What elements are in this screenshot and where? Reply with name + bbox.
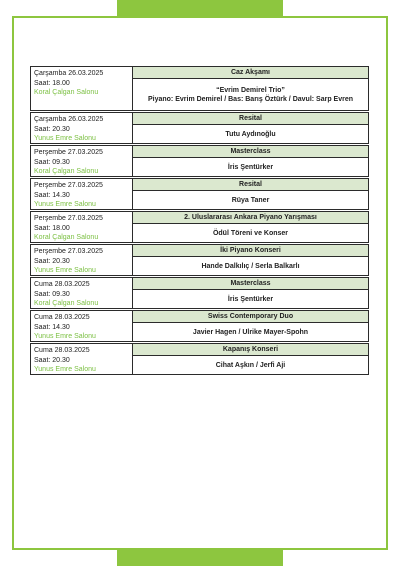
event-title: 2. Uluslararası Ankara Piyano Yarışması bbox=[133, 212, 368, 224]
event-time: Saat: 18.00 bbox=[34, 224, 70, 232]
event-date: Perşembe 27.03.2025 bbox=[34, 182, 103, 189]
event-time: Saat: 09.30 bbox=[34, 290, 70, 298]
event-venue: Yunus Emre Salonu bbox=[34, 201, 96, 208]
event-meta bbox=[31, 67, 133, 110]
event-time: Saat: 20.30 bbox=[34, 356, 70, 364]
event-body bbox=[133, 191, 368, 209]
event-title: Kapanış Konseri bbox=[133, 344, 368, 356]
event-line1: İris Şentürker bbox=[227, 295, 274, 303]
schedule-table bbox=[30, 66, 369, 376]
event-line1: Cihat Aşkın / Jerfi Aji bbox=[215, 361, 286, 369]
event-line1: Tutu Aydınoğlu bbox=[225, 130, 276, 138]
event-meta bbox=[31, 344, 133, 374]
event-meta bbox=[31, 278, 133, 308]
event-venue: Koral Çalgan Salonu bbox=[34, 234, 99, 241]
event-body bbox=[133, 257, 368, 275]
event-venue: Yunus Emre Salonu bbox=[34, 267, 96, 274]
event-meta bbox=[31, 311, 133, 341]
event-date: Çarşamba 26.03.2025 bbox=[34, 116, 104, 123]
event-body bbox=[133, 158, 368, 176]
event-line1: Javier Hagen / Ulrike Mayer-Spohn bbox=[192, 328, 309, 336]
schedule-row bbox=[30, 211, 369, 243]
schedule-row bbox=[30, 112, 369, 144]
schedule-row bbox=[30, 178, 369, 210]
event-date: Cuma 28.03.2025 bbox=[34, 347, 90, 354]
event-meta bbox=[31, 245, 133, 275]
event-venue: Yunus Emre Salonu bbox=[34, 135, 96, 142]
event-date: Çarşamba 26.03.2025 bbox=[34, 70, 104, 77]
event-date: Cuma 28.03.2025 bbox=[34, 281, 90, 288]
event-body bbox=[133, 224, 368, 242]
event-body bbox=[133, 79, 368, 110]
event-line1: Ödül Töreni ve Konser bbox=[212, 229, 289, 237]
event-line1: Hande Dalkılıç / Serla Balkarlı bbox=[201, 262, 300, 270]
schedule-row bbox=[30, 244, 369, 276]
schedule-row bbox=[30, 310, 369, 342]
event-body bbox=[133, 290, 368, 308]
event-title: İki Piyano Konseri bbox=[133, 245, 368, 257]
event-title: Caz Akşamı bbox=[133, 67, 368, 79]
event-venue: Yunus Emre Salonu bbox=[34, 366, 96, 373]
event-title: Swiss Contemporary Duo bbox=[133, 311, 368, 323]
event-date: Perşembe 27.03.2025 bbox=[34, 248, 103, 255]
event-venue: Koral Çalgan Salonu bbox=[34, 300, 99, 307]
event-body bbox=[133, 125, 368, 143]
event-body bbox=[133, 356, 368, 374]
event-time: Saat: 14.30 bbox=[34, 323, 70, 331]
event-time: Saat: 20.30 bbox=[34, 125, 70, 133]
event-time: Saat: 20.30 bbox=[34, 257, 70, 265]
event-meta bbox=[31, 179, 133, 209]
event-venue: Koral Çalgan Salonu bbox=[34, 168, 99, 175]
event-line1: Rüya Taner bbox=[231, 196, 270, 204]
event-date: Perşembe 27.03.2025 bbox=[34, 149, 103, 156]
event-title: Masterclass bbox=[133, 278, 368, 290]
event-time: Saat: 09.30 bbox=[34, 158, 70, 166]
event-venue: Koral Çalgan Salonu bbox=[34, 89, 99, 96]
event-line1: “Evrim Demirel Trio” bbox=[216, 86, 285, 94]
event-date: Perşembe 27.03.2025 bbox=[34, 215, 103, 222]
bottom-green-tab bbox=[117, 550, 283, 566]
schedule-row bbox=[30, 343, 369, 375]
event-time: Saat: 14.30 bbox=[34, 191, 70, 199]
event-title: Masterclass bbox=[133, 146, 368, 158]
schedule-row bbox=[30, 66, 369, 111]
event-line1: İris Şentürker bbox=[227, 163, 274, 171]
event-time: Saat: 18.00 bbox=[34, 79, 70, 87]
event-meta bbox=[31, 113, 133, 143]
event-meta bbox=[31, 212, 133, 242]
event-title: Resital bbox=[133, 179, 368, 191]
schedule-row bbox=[30, 277, 369, 309]
event-date: Cuma 28.03.2025 bbox=[34, 314, 90, 321]
schedule-row bbox=[30, 145, 369, 177]
event-line2: Piyano: Evrim Demirel / Bas: Barış Öztürk / Davul: Sarp Evren bbox=[147, 95, 354, 103]
top-green-tab bbox=[117, 0, 283, 16]
event-meta bbox=[31, 146, 133, 176]
event-title: Resital bbox=[133, 113, 368, 125]
event-venue: Yunus Emre Salonu bbox=[34, 333, 96, 340]
event-body bbox=[133, 323, 368, 341]
